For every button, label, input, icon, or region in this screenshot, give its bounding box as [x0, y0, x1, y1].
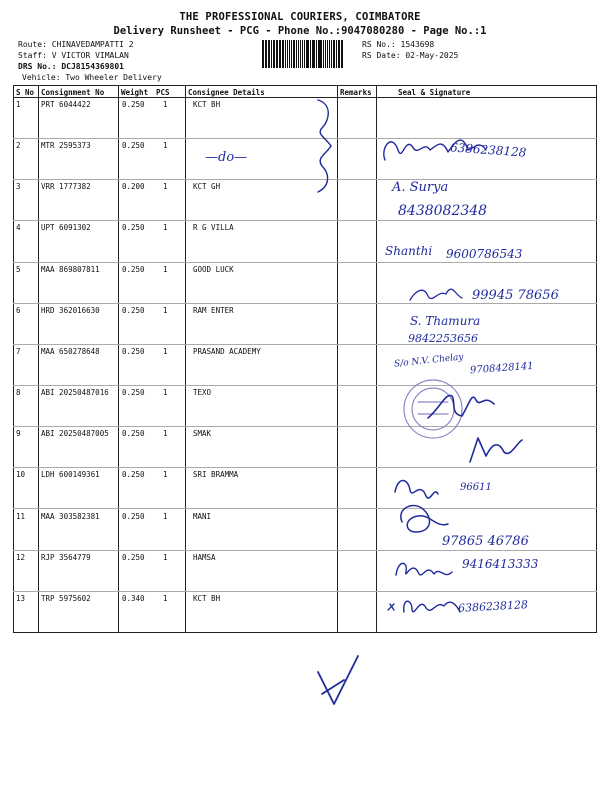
handwritten-phone: 96611 — [460, 482, 492, 493]
cell-pcs: 1 — [163, 264, 168, 274]
handwritten-phone: 8438082348 — [398, 203, 488, 219]
cell-consignee: SRI BRAMMA — [193, 470, 239, 480]
company-title: THE PROFESSIONAL COURIERS, COIMBATORE — [179, 11, 421, 23]
cell-consignee: GOOD LUCK — [193, 264, 234, 274]
cell-pcs: 1 — [163, 470, 168, 480]
ditto-mark: —do— — [205, 150, 248, 165]
cell-sno: 8 — [16, 388, 21, 398]
drs-value: DCJ8154369801 — [56, 62, 124, 71]
handwritten-phone: 9708428141 — [469, 360, 534, 377]
staff-label: Staff: V VICTOR VIMALAN — [18, 51, 129, 60]
col-weight: Weight — [121, 88, 149, 97]
cell-consignee: KCT BH — [193, 100, 221, 109]
handwritten-phone: 9842253656 — [408, 332, 478, 345]
cell-pcs: 1 — [163, 511, 168, 521]
cell-weight: 0.250 — [122, 141, 145, 151]
cell-weight: 0.250 — [122, 552, 145, 562]
cell-weight: 0.250 — [122, 346, 145, 356]
handwritten-name: Shanthi — [385, 244, 433, 258]
cell-consignee: R G VILLA — [193, 223, 234, 233]
cell-consignment-no: MAA 650278648 — [41, 346, 100, 356]
cell-sno: 9 — [16, 429, 21, 439]
cell-pcs: 1 — [163, 552, 168, 562]
cell-consignment-no: VRR 1777382 — [41, 182, 91, 192]
cell-pcs: 1 — [163, 429, 168, 439]
cell-consignee: MANI — [193, 511, 212, 521]
vehicle-label: Vehicle: Two Wheeler Delivery — [22, 73, 162, 82]
cell-sno: 13 — [16, 593, 26, 603]
cell-consignee: RAM ENTER — [193, 305, 234, 315]
cell-sno: 2 — [16, 141, 21, 151]
cell-weight: 0.340 — [122, 593, 145, 603]
cell-consignee: PRASAND ACADEMY — [193, 346, 261, 356]
cell-pcs: 1 — [163, 346, 168, 356]
cell-weight: 0.200 — [122, 182, 145, 192]
handwritten-name: S. Thamura — [410, 314, 481, 328]
cell-consignment-no: UPT 6091302 — [41, 223, 91, 233]
cell-weight: 0.250 — [122, 264, 145, 274]
cell-sno: 6 — [16, 305, 21, 315]
col-consignment: Consignment No — [41, 88, 105, 97]
cell-sno: 4 — [16, 223, 21, 233]
cell-sno: 12 — [16, 552, 26, 562]
cell-weight: 0.250 — [122, 429, 145, 439]
cell-consignment-no: MAA 869807811 — [41, 264, 100, 274]
cell-weight: 0.250 — [122, 223, 145, 233]
cell-consignee: TEXO — [193, 388, 212, 398]
col-remarks: Remarks — [340, 88, 372, 97]
cell-consignee: HAMSA — [193, 552, 216, 562]
cell-consignment-no: RJP 3564779 — [41, 552, 91, 562]
cell-pcs: 1 — [163, 182, 168, 192]
col-seal-signature: Seal & Signature — [398, 88, 471, 97]
col-sno: S No — [16, 88, 35, 97]
cell-pcs: 1 — [163, 223, 168, 233]
col-consignee: Consignee Details — [188, 88, 265, 97]
cell-pcs: 1 — [163, 100, 168, 109]
cell-weight: 0.250 — [122, 511, 145, 521]
cell-consignment-no: ABI 20250487016 — [41, 388, 109, 398]
cell-consignment-no: HRD 362016630 — [41, 305, 100, 315]
cell-consignee: KCT GH — [193, 182, 221, 192]
rs-number: RS No.: 1543698 — [362, 40, 435, 49]
handwritten-phone: 6386238128 — [449, 140, 527, 160]
cell-consignment-no: MAA 303582381 — [41, 511, 100, 521]
cell-consignment-no: ABI 20250487005 — [41, 429, 109, 439]
cell-weight: 0.250 — [122, 100, 145, 109]
cell-sno: 7 — [16, 346, 21, 356]
handwritten-phone: 9600786543 — [446, 247, 523, 261]
cell-pcs: 1 — [163, 141, 168, 151]
cell-consignment-no: PRT 6044422 — [41, 100, 91, 109]
cell-weight: 0.250 — [122, 470, 145, 480]
cell-consignment-no: TRP 5975602 — [41, 593, 91, 603]
cell-weight: 0.250 — [122, 388, 145, 398]
cell-pcs: 1 — [163, 305, 168, 315]
cell-consignee: SMAK — [193, 429, 212, 439]
col-pcs: PCS — [156, 88, 170, 97]
cell-sno: 3 — [16, 182, 21, 192]
rs-date: RS Date: 02-May-2025 — [362, 51, 459, 60]
handwritten-phone: 99945 78656 — [472, 288, 559, 303]
route-label: Route: CHINAVEDAMPATTI 2 — [18, 40, 134, 49]
drs-label: DRS No.: — [18, 62, 57, 71]
cell-pcs: 1 — [163, 593, 168, 603]
cell-sno: 5 — [16, 264, 21, 274]
handwritten-name: A. Surya — [392, 180, 449, 195]
cell-consignee: KCT BH — [193, 593, 221, 603]
handwritten-phone: 6386238128 — [457, 598, 529, 615]
handwritten-phone: 97865 46786 — [442, 534, 529, 549]
runsheet-subtitle: Delivery Runsheet - PCG - Phone No.:9047080280 - Page No.:1 — [113, 25, 487, 37]
cell-pcs: 1 — [163, 388, 168, 398]
cell-consignment-no: LDH 600149361 — [41, 470, 100, 480]
handwritten-name: S/o N.V. Chelay — [393, 352, 464, 370]
cell-sno: 10 — [16, 470, 26, 480]
handwritten-phone: 9416413333 — [462, 557, 539, 571]
cell-sno: 11 — [16, 511, 26, 521]
cell-weight: 0.250 — [122, 305, 145, 315]
cell-sno: 1 — [16, 100, 21, 109]
cell-consignment-no: MTR 2595373 — [41, 141, 91, 151]
